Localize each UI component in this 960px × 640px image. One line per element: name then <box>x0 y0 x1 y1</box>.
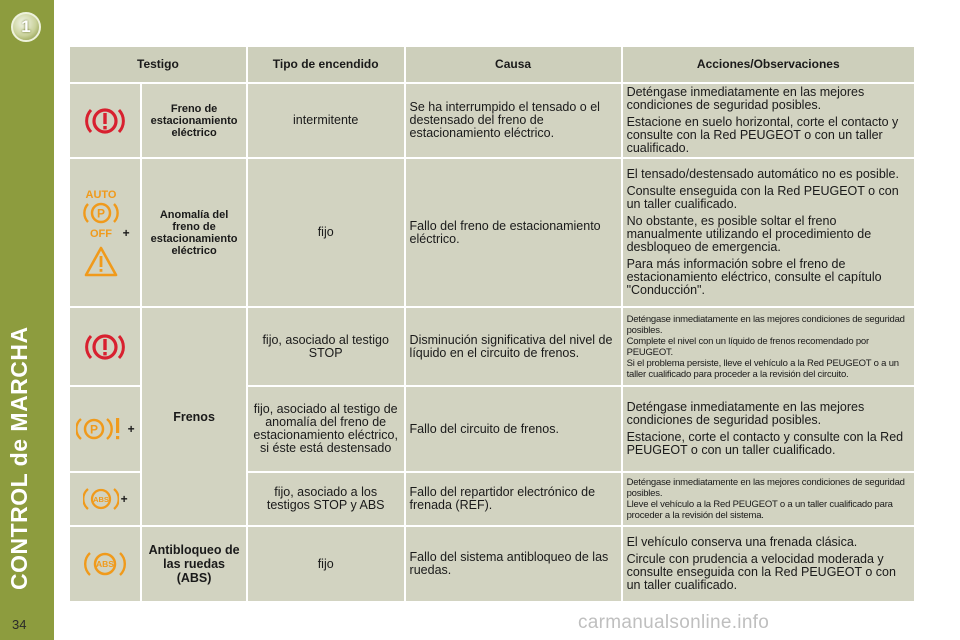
causa-cell: Fallo del sistema antibloqueo de las ruedas. <box>406 527 621 601</box>
action-text: Si el problema persiste, lleve el vehículo a la Red PEUGEOT o a un taller cualificado para proceder a la revisión del circuito. <box>626 357 899 380</box>
plus-sign: + <box>120 492 128 506</box>
tipo-cell: fijo <box>248 159 404 306</box>
table-row <box>70 308 914 385</box>
chapter-number-badge: 1 <box>11 12 41 42</box>
action-text: El vehículo conserva una frenada clásica. <box>626 535 858 549</box>
action-text: Estacione, corte el contacto y consulte con la Red PEUGEOT o con un taller cualificado. <box>626 430 904 457</box>
table-header-row <box>70 47 914 82</box>
action-text: El tensado/destensado automático no es posible. <box>626 167 899 181</box>
table-row <box>70 159 914 306</box>
abs-label: ABS <box>92 495 109 504</box>
brake-warning-icon <box>85 104 125 138</box>
action-text: Deténgase inmediatamente en las mejores condiciones de seguridad posibles. <box>626 85 865 112</box>
tipo-cell: fijo, asociado al testigo STOP <box>248 308 404 385</box>
acciones-cell <box>623 308 914 385</box>
acciones-cell <box>623 159 914 306</box>
header-tipo: Tipo de encendido <box>248 47 404 82</box>
parking-brake-fault-icon <box>76 414 126 444</box>
action-text: Deténgase inmediatamente en las mejores condiciones de seguridad posibles. <box>626 400 865 427</box>
causa-cell: Se ha interrumpido el tensado o el destensado del freno de estacionamiento eléctrico. <box>406 84 621 157</box>
svg-text:P: P <box>89 422 98 437</box>
tipo-cell: fijo, asociado al testigo de anomalía del freno de estacionamiento eléctrico, si éste está destensado <box>248 387 404 471</box>
action-text: Deténgase inmediatamente en las mejores condiciones de seguridad posibles. <box>626 313 905 336</box>
tipo-cell: intermitente <box>248 84 404 157</box>
action-text: No obstante, es posible soltar el freno manualmente utilizando el procedimiento de desbloqueo de emergencia. <box>626 214 872 254</box>
acciones-cell <box>623 84 914 157</box>
row-icon-cell <box>70 527 140 601</box>
warning-name: Antibloqueo de las ruedas (ABS) <box>142 527 245 601</box>
acciones-cell <box>623 473 914 525</box>
tipo-cell: fijo, asociado a los testigos STOP y ABS <box>248 473 404 525</box>
tipo-cell: fijo <box>248 527 404 601</box>
brake-warning-icon <box>85 330 125 364</box>
plus-sign: + <box>122 225 130 240</box>
row-icon-cell <box>70 473 140 525</box>
header-causa: Causa <box>406 47 621 82</box>
table-row <box>70 527 914 601</box>
causa-cell: Disminución significativa del nivel de líquido en el circuito de frenos. <box>406 308 621 385</box>
abs-icon <box>83 485 119 513</box>
action-text: Para más información sobre el freno de estacionamiento eléctrico, consulte el capítulo "Conducción". <box>626 257 882 297</box>
page-number: 34 <box>12 617 27 632</box>
action-text: Lleve el vehículo a la Red PEUGEOT o a un taller cualificado para proceder a la revisión del sistema. <box>626 499 893 521</box>
row-icon-cell <box>70 387 140 471</box>
row-icon-cell <box>70 159 140 306</box>
abs-icon <box>84 548 126 580</box>
header-acciones: Acciones/Observaciones <box>623 47 914 82</box>
header-testigo: Testigo <box>70 47 246 82</box>
chapter-title: CONTROL de MARCHA <box>6 326 32 590</box>
plus-sign: + <box>127 422 135 436</box>
auto-p-off-icon <box>81 187 121 239</box>
warning-name: Freno de estacionamiento eléctrico <box>142 84 245 157</box>
warning-name: Frenos <box>142 308 245 525</box>
warning-lights-table <box>68 45 916 603</box>
row-icon-cell <box>70 308 140 385</box>
action-text: Complete el nivel con un líquido de frenos recomendado por PEUGEOT. <box>626 335 869 358</box>
watermark: carmanualsonline.info <box>578 612 770 633</box>
chapter-sidebar <box>0 0 54 640</box>
warning-name: Anomalía del freno de estacionamiento eléctrico <box>142 159 245 306</box>
acciones-cell <box>623 387 914 471</box>
warning-triangle-icon <box>83 245 119 279</box>
auto-label: AUTO <box>85 188 117 201</box>
causa-cell: Fallo del freno de estacionamiento eléctrico. <box>406 159 621 306</box>
off-label: OFF <box>89 227 112 239</box>
causa-cell: Fallo del circuito de frenos. <box>406 387 621 471</box>
action-text: Circule con prudencia a velocidad moderada y consulte enseguida con la Red PEUGEOT o con un taller cualificado. <box>626 552 896 592</box>
acciones-cell <box>623 527 914 601</box>
row-icon-cell <box>70 84 140 157</box>
action-text: Consulte enseguida con la Red PEUGEOT o con un taller cualificado. <box>626 184 899 211</box>
svg-text:P: P <box>96 206 105 220</box>
table-row <box>70 84 914 157</box>
causa-cell: Fallo del repartidor electrónico de frenada (REF). <box>406 473 621 525</box>
action-text: Deténgase inmediatamente en las mejores condiciones de seguridad posibles. <box>626 477 905 499</box>
action-text: Estacione en suelo horizontal, corte el contacto y consulte con la Red PEUGEOT o con un taller cualificado. <box>626 115 899 155</box>
abs-label: ABS <box>96 559 115 569</box>
